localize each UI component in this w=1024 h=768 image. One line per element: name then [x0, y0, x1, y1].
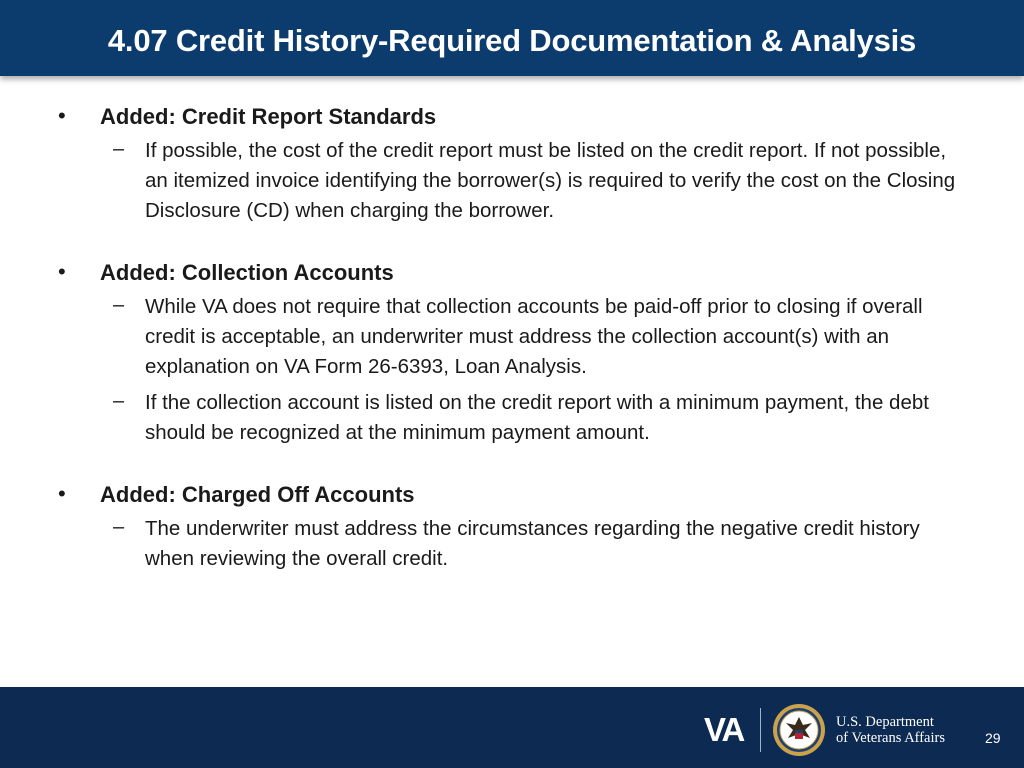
sub-bullet [0, 136, 1024, 226]
dash-marker: – [113, 294, 125, 316]
bullet-row [0, 256, 1024, 292]
department-line1: U.S. Department [836, 714, 934, 730]
bullet-heading: Added: Collection Accounts [100, 260, 394, 285]
slide-title: 4.07 Credit History-Required Documentation & Analysis [107, 23, 917, 58]
bullet-section [0, 256, 1024, 448]
sub-bullet-text: The underwriter must address the circumstances regarding the negative credit history when reviewing the overall credit. [145, 517, 920, 570]
bullet-row [0, 100, 1024, 136]
va-seal-icon [772, 703, 826, 757]
sub-bullet-text: While VA does not require that collection accounts be paid-off prior to closing if overall credit is acceptable, an underwriter must address the collection account(s) with an explanation on VA Form 26-6393, Loan Analysis. [145, 295, 923, 378]
department-name [836, 714, 945, 746]
va-logo: VA [704, 711, 744, 748]
sub-bullet [0, 292, 1024, 382]
dash-marker: – [113, 390, 125, 412]
bullet-marker: • [58, 103, 66, 128]
sub-bullet-text: If the collection account is listed on the credit report with a minimum payment, the debt should be recognized at the minimum payment amount. [145, 391, 929, 444]
bullet-heading: Added: Charged Off Accounts [100, 482, 415, 507]
dash-marker: – [113, 516, 125, 538]
slide-content [0, 100, 1024, 604]
page-number: 29 [985, 730, 1001, 746]
department-line2: of Veterans Affairs [836, 730, 945, 746]
bullet-marker: • [58, 259, 66, 284]
bullet-row [0, 478, 1024, 514]
bullet-heading: Added: Credit Report Standards [100, 104, 437, 129]
bullet-section [0, 100, 1024, 226]
bullet-marker: • [58, 481, 66, 506]
logo-divider [760, 708, 761, 752]
sub-bullet [0, 514, 1024, 574]
sub-bullet-text: If possible, the cost of the credit report must be listed on the credit report. If not possible, an itemized invoice identifying the borrower(s) is required to verify the cost on the Closing Disclosure (CD) when charging the borrower. [145, 139, 956, 222]
bullet-section [0, 478, 1024, 574]
dash-marker: – [113, 138, 125, 160]
sub-bullet [0, 388, 1024, 448]
